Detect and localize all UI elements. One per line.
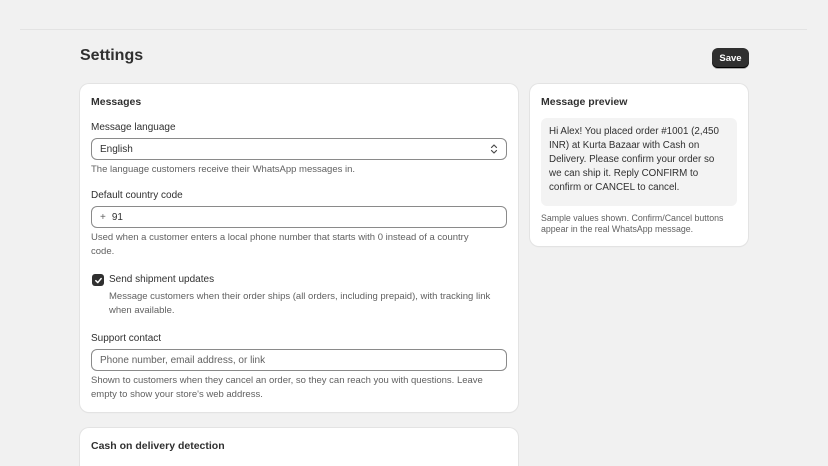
cod-detection-card (80, 428, 518, 466)
cod-detection-title: Cash on delivery detection (91, 440, 225, 452)
support-contact-field[interactable] (91, 349, 507, 371)
preview-note-line1: Sample values shown. Confirm/Cancel buttons (541, 213, 724, 223)
shipment-updates-label[interactable]: Send shipment updates (109, 274, 215, 285)
save-button[interactable]: Save (712, 48, 749, 68)
support-contact-input[interactable] (100, 351, 506, 369)
messages-card-title: Messages (91, 96, 142, 108)
support-contact-label: Support contact (91, 333, 162, 344)
messages-card (80, 84, 518, 412)
message-line: Delivery. Please confirm your order so (549, 154, 715, 165)
message-language-value: English (100, 143, 133, 155)
chevron-up-down-icon (488, 142, 500, 156)
support-contact-help-line2: empty to show your store's web address. (91, 389, 263, 400)
message-language-label: Message language (91, 122, 176, 133)
message-language-help: The language customers receive their WhatsApp messages in. (91, 164, 356, 175)
country-code-label: Default country code (91, 190, 183, 201)
message-line: INR) at Kurta Bazaar with Cash on (549, 140, 700, 151)
message-line: we can ship it. Reply CONFIRM to (549, 168, 699, 179)
checkmark-icon (94, 276, 103, 285)
message-preview-bubble (541, 118, 737, 206)
shipment-updates-help-line2: when available. (109, 305, 175, 316)
country-code-input[interactable] (112, 208, 506, 226)
shipment-updates-checkbox[interactable] (92, 274, 104, 286)
preview-note (541, 213, 741, 235)
country-code-field[interactable] (91, 206, 507, 228)
top-divider (20, 29, 807, 30)
support-contact-help-line1: Shown to customers when they cancel an order, so they can reach you with questions. Leave (91, 375, 483, 386)
message-preview-title: Message preview (541, 96, 628, 108)
message-line: confirm or CANCEL to cancel. (549, 182, 680, 193)
message-language-select[interactable] (91, 138, 507, 160)
country-code-prefix: + (100, 211, 106, 223)
preview-note-line2: appear in the real WhatsApp message. (541, 224, 694, 234)
shipment-updates-help-line1: Message customers when their order ships (all orders, including prepaid), with tracking link (109, 291, 491, 302)
message-preview-card (530, 84, 748, 246)
country-code-help-line1: Used when a customer enters a local phone number that starts with 0 instead of a country (91, 232, 469, 243)
page-title: Settings (80, 47, 144, 64)
message-line: Hi Alex! You placed order #1001 (2,450 (549, 126, 719, 137)
country-code-help-line2: code. (91, 246, 115, 257)
